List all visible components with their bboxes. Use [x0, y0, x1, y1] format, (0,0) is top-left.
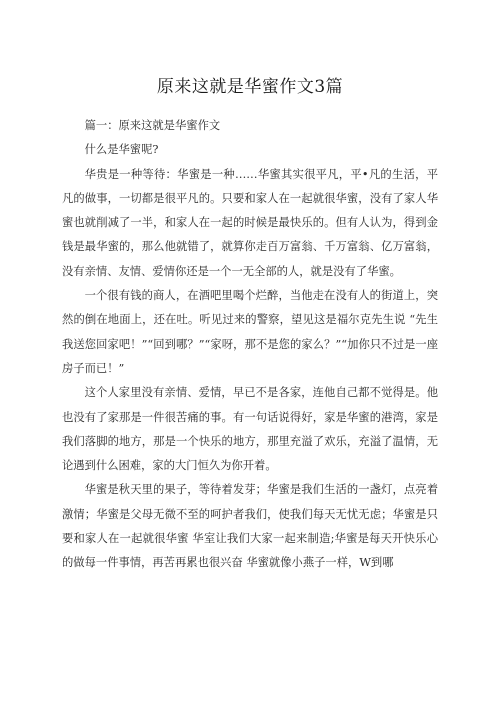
body-paragraph: 华蜜是秋天里的果子，等待着发芽；华蜜是我们生活的一盏灯，点亮着激情；华蜜是父母无微不至的呵护者我们，使我们每天无忧无虑；华蜜是只要和家人在一起就很华蜜 华室让我们大家一起来制造;华蜜是每天开快乐心的做每一件事情，再苦再累也很兴奋 华蜜就像小燕子一样，W到哪 — [62, 483, 438, 570]
document-title: 原来这就是华蜜作文3篇 — [156, 77, 344, 97]
section-heading: 篇一：原来这就是华蜜作文 — [84, 119, 221, 132]
document-body — [62, 114, 438, 576]
body-paragraph: 什么是华蜜呢? — [84, 143, 159, 157]
body-paragraph: 这个人家里没有亲情、爱情，早已不是各家，连他自己都不觉得是。他也没有了家那是一件很苦痛的事。有一句话说得好，家是华蜜的港湾，家是我们落脚的地方，那是一个快乐的地方，那里充溢了欢乐，充溢了温情，无论遇到什么困难，家的大门恒久为你开着。 — [62, 386, 438, 473]
body-paragraph: 一个很有钱的商人，在酒吧里喝个烂醉，当他走在没有人的街道上，突然的倒在地面上，还在吐。听见过来的警察，望见这是福尔克先生说 “先生我送您回家吧！”“回到哪？”“家呀，那不是您的家么？”“加你只不过是一座房子而已！” — [62, 289, 438, 375]
body-paragraph: 华贵是一种等待：华蜜是一种……华蜜其实很平凡，平•凡的生活，平凡的做事，一切都是很平凡的。只要和家人在一起就很华蜜，没有了家人华蜜也就削减了一半，和家人在一起的时候是最快乐的。但有人认为，得到金钱是最华蜜的，那么他就错了，就算你走百万富翁、千万富翁、亿万富翁，没有亲情、友情、爱情你还是一个一无全部的人，就是没有了华蜜。 — [62, 167, 438, 278]
